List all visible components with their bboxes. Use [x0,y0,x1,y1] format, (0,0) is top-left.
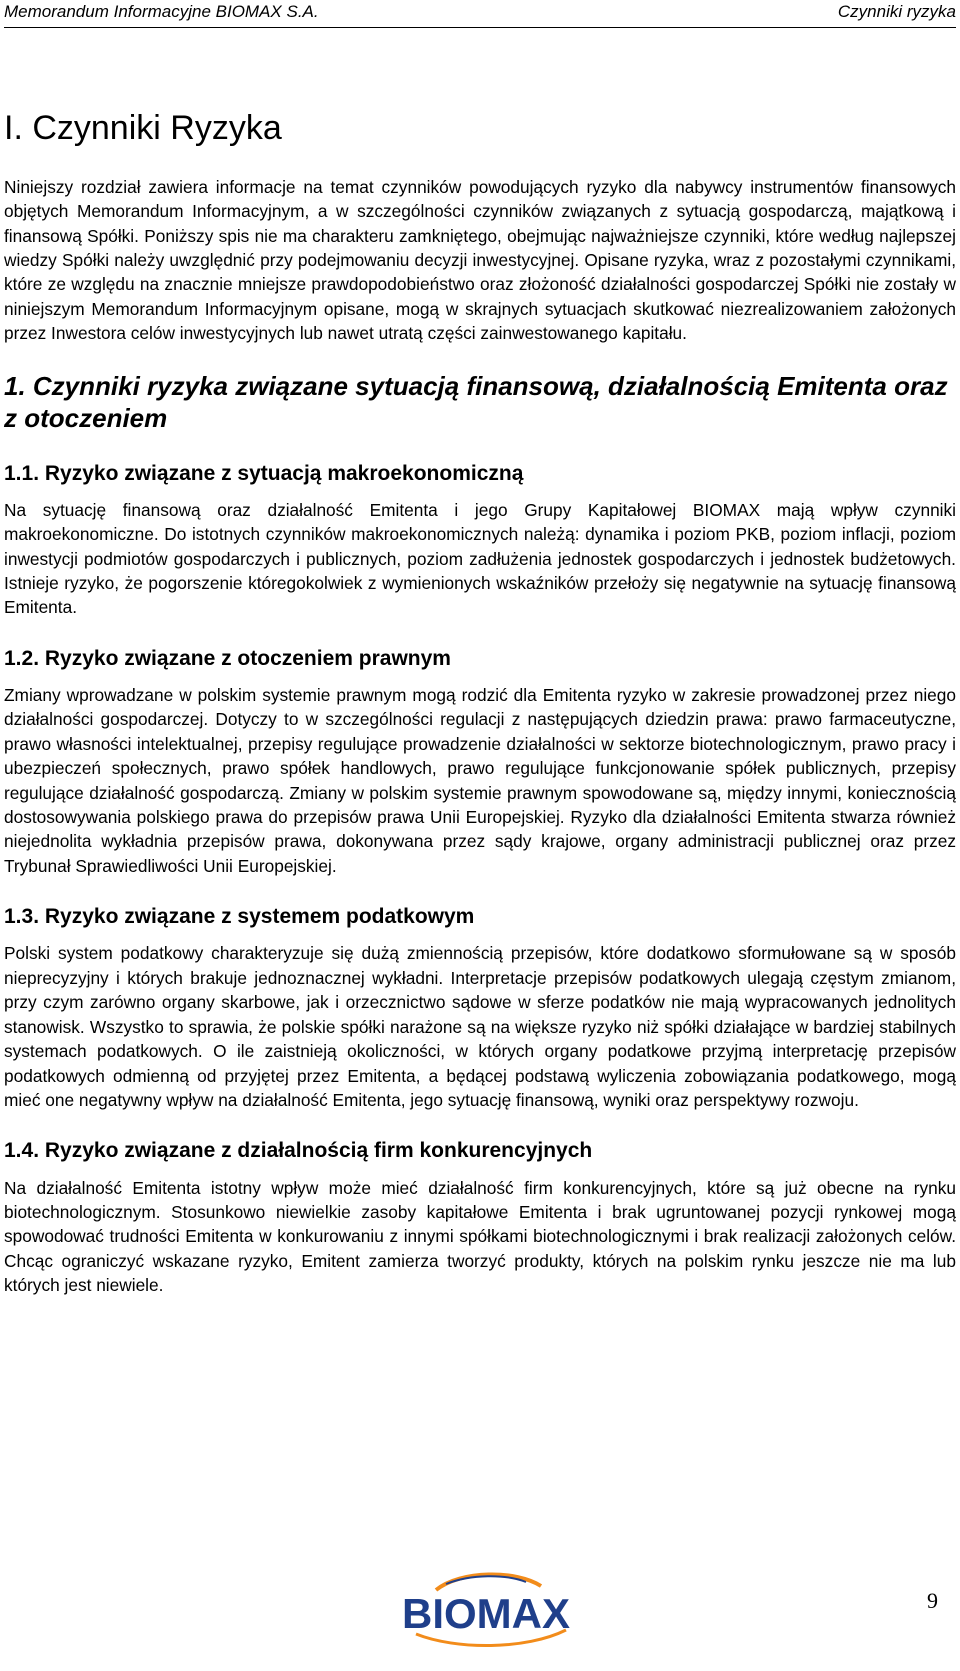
subsection-1-2-heading: 1.2. Ryzyko związane z otoczeniem prawnym [4,646,451,670]
subsection-1-1-heading: 1.1. Ryzyko związane z sytuacją makroekonomiczną [4,461,524,485]
page-header [4,2,956,30]
section-1-heading: 1. Czynniki ryzyka związane sytuacją finansową, działalnością Emitenta oraz z otoczeniem [4,370,948,434]
subsection-1-4-text: Na działalność Emitenta istotny wpływ może mieć działalność firm konkurencyjnych, które są już obecne na rynku biotechnologicznym. Stosunkowo niewielkie zasoby kapitałowe Emitenta i brak ugruntowanej pozycji rynkowej mogą spowodować trudności Emitenta w konkurowaniu z innymi spółkami biotechnologicznymi i brak realizacji założonych celów. Chcąc ograniczyć wskazane ryzyko, Emitent zamierza tworzyć produkty, których na polskim rynku jeszcze nie ma lub których jest niewiele. [4,1177,956,1296]
subsection-1-4-heading: 1.4. Ryzyko związane z działalnością firm konkurencyjnych [4,1139,593,1163]
subsection-1-1-text: Na sytuację finansową oraz działalność Emitenta i jego Grupy Kapitałowej BIOMAX mają wpływ czynniki makroekonomiczne. Do istotnych czynników makroekonomicznych należą: dynamika i poziom PKB, poziom inflacji, poziom inwestycji podmiotów gospodarczych i publicznych, poziom zadłużenia jednostek gospodarczych i jednostek budżetowych. Istnieje ryzyko, że pogorszenie któregokolwiek z wymienionych wskaźników przełoży się negatywnie na sytuację finansową Emitenta. [4,499,956,618]
document-body [4,108,956,1298]
chapter-title: I. Czynniki Ryzyka [4,109,282,147]
subsection-1-2-text: Zmiany wprowadzane w polskim systemie prawnym mogą rodzić dla Emitenta ryzyko w zakresie prowadzonej przez niego działalności gospodarczej. Dotyczy to w szczególności regulacji z następujących dziedzin prawa: prawo farmaceutyczne, prawo własności intelektualnej, przepisy regulujące prowadzenie działalności w sektorze biotechnologicznym, prawo pracy i ubezpieczeń społecznych, prawo spółek handlowych, prawo regulujące funkcjonowanie spółek publicznych, przepisy regulujące działalność gospodarczą. Zmiany w polskim systemie prawnym spowodowane są, między innymi, koniecznością dostosowywania polskiego prawa do przepisów prawa Unii Europejskiej. Ryzyko dla działalności Emitenta stwarza również niejednolita wykładnia przepisów prawa, dokonywana przez sądy krajowe, organy administracji publicznej oraz przez Trybunał Sprawiedliwości Unii Europejskiej. [4,685,956,876]
header-title: Memorandum Informacyjne BIOMAX S.A. [4,2,319,21]
biomax-logo [376,1568,596,1648]
subsection-1-3-heading: 1.3. Ryzyko związane z systemem podatkowym [4,905,475,929]
intro-paragraph: Niniejszy rozdział zawiera informacje na temat czynników powodujących ryzyko dla nabywcy instrumentów finansowych objętych Memorandum Informacyjnym, a w szczególności czynników związanych z sytuacją gospodarczą, majątkową i finansową Spółki. Poniższy spis nie ma charakteru zamkniętego, obejmując najważniejsze czynniki, które według najlepszej wiedzy Spółki należy uwzględnić przy podejmowaniu decyzji inwestycyjnej. Opisane ryzyka, wraz z pozostałymi czynnikami, które ze względu na znacznie mniejsze prawdopodobieństwo oraz złożoność działalności gospodarczej Spółki nie zostały w niniejszym Memorandum Informacyjnym opisane, mogą w skrajnych sytuacjach skutkować niezrealizowaniem założonych przez Inwestora celów inwestycyjnych lub nawet utratą części zainwestowanego kapitału. [4,176,956,344]
header-rule [4,27,956,28]
page-footer [0,1568,960,1648]
header-section: Czynniki ryzyka [837,2,956,21]
page-number: 9 [927,1588,938,1613]
logo-wordmark: BIOMAX [402,1590,570,1637]
subsection-1-3-text: Polski system podatkowy charakteryzuje się dużą zmiennością przepisów, które dodatkowo sformułowane są w sposób nieprecyzyjny i których brakuje jednoznacznej wykładni. Interpretacje przepisów podatkowych ulegają częstym zmianom, przy czym zarówno organy skarbowe, jak i orzecznictwo sądowe w sferze podatków nie mają wypracowanych jednolitych stanowisk. Wszystko to sprawia, że polskie spółki narażone są na większe ryzyko niż spółki działające w bardziej stabilnych systemach podatkowych. O ile zaistnieją okoliczności, w których organy podatkowe przyjmą interpretację przepisów podatkowych odmienną od przyjętej przez Emitenta, a będącej podstawą wyliczenia zobowiązania podatkowego, mogą mieć one negatywny wpływ na działalność Emitenta, jego sytuację finansową, wyniki oraz perspektywy rozwoju. [4,943,956,1110]
